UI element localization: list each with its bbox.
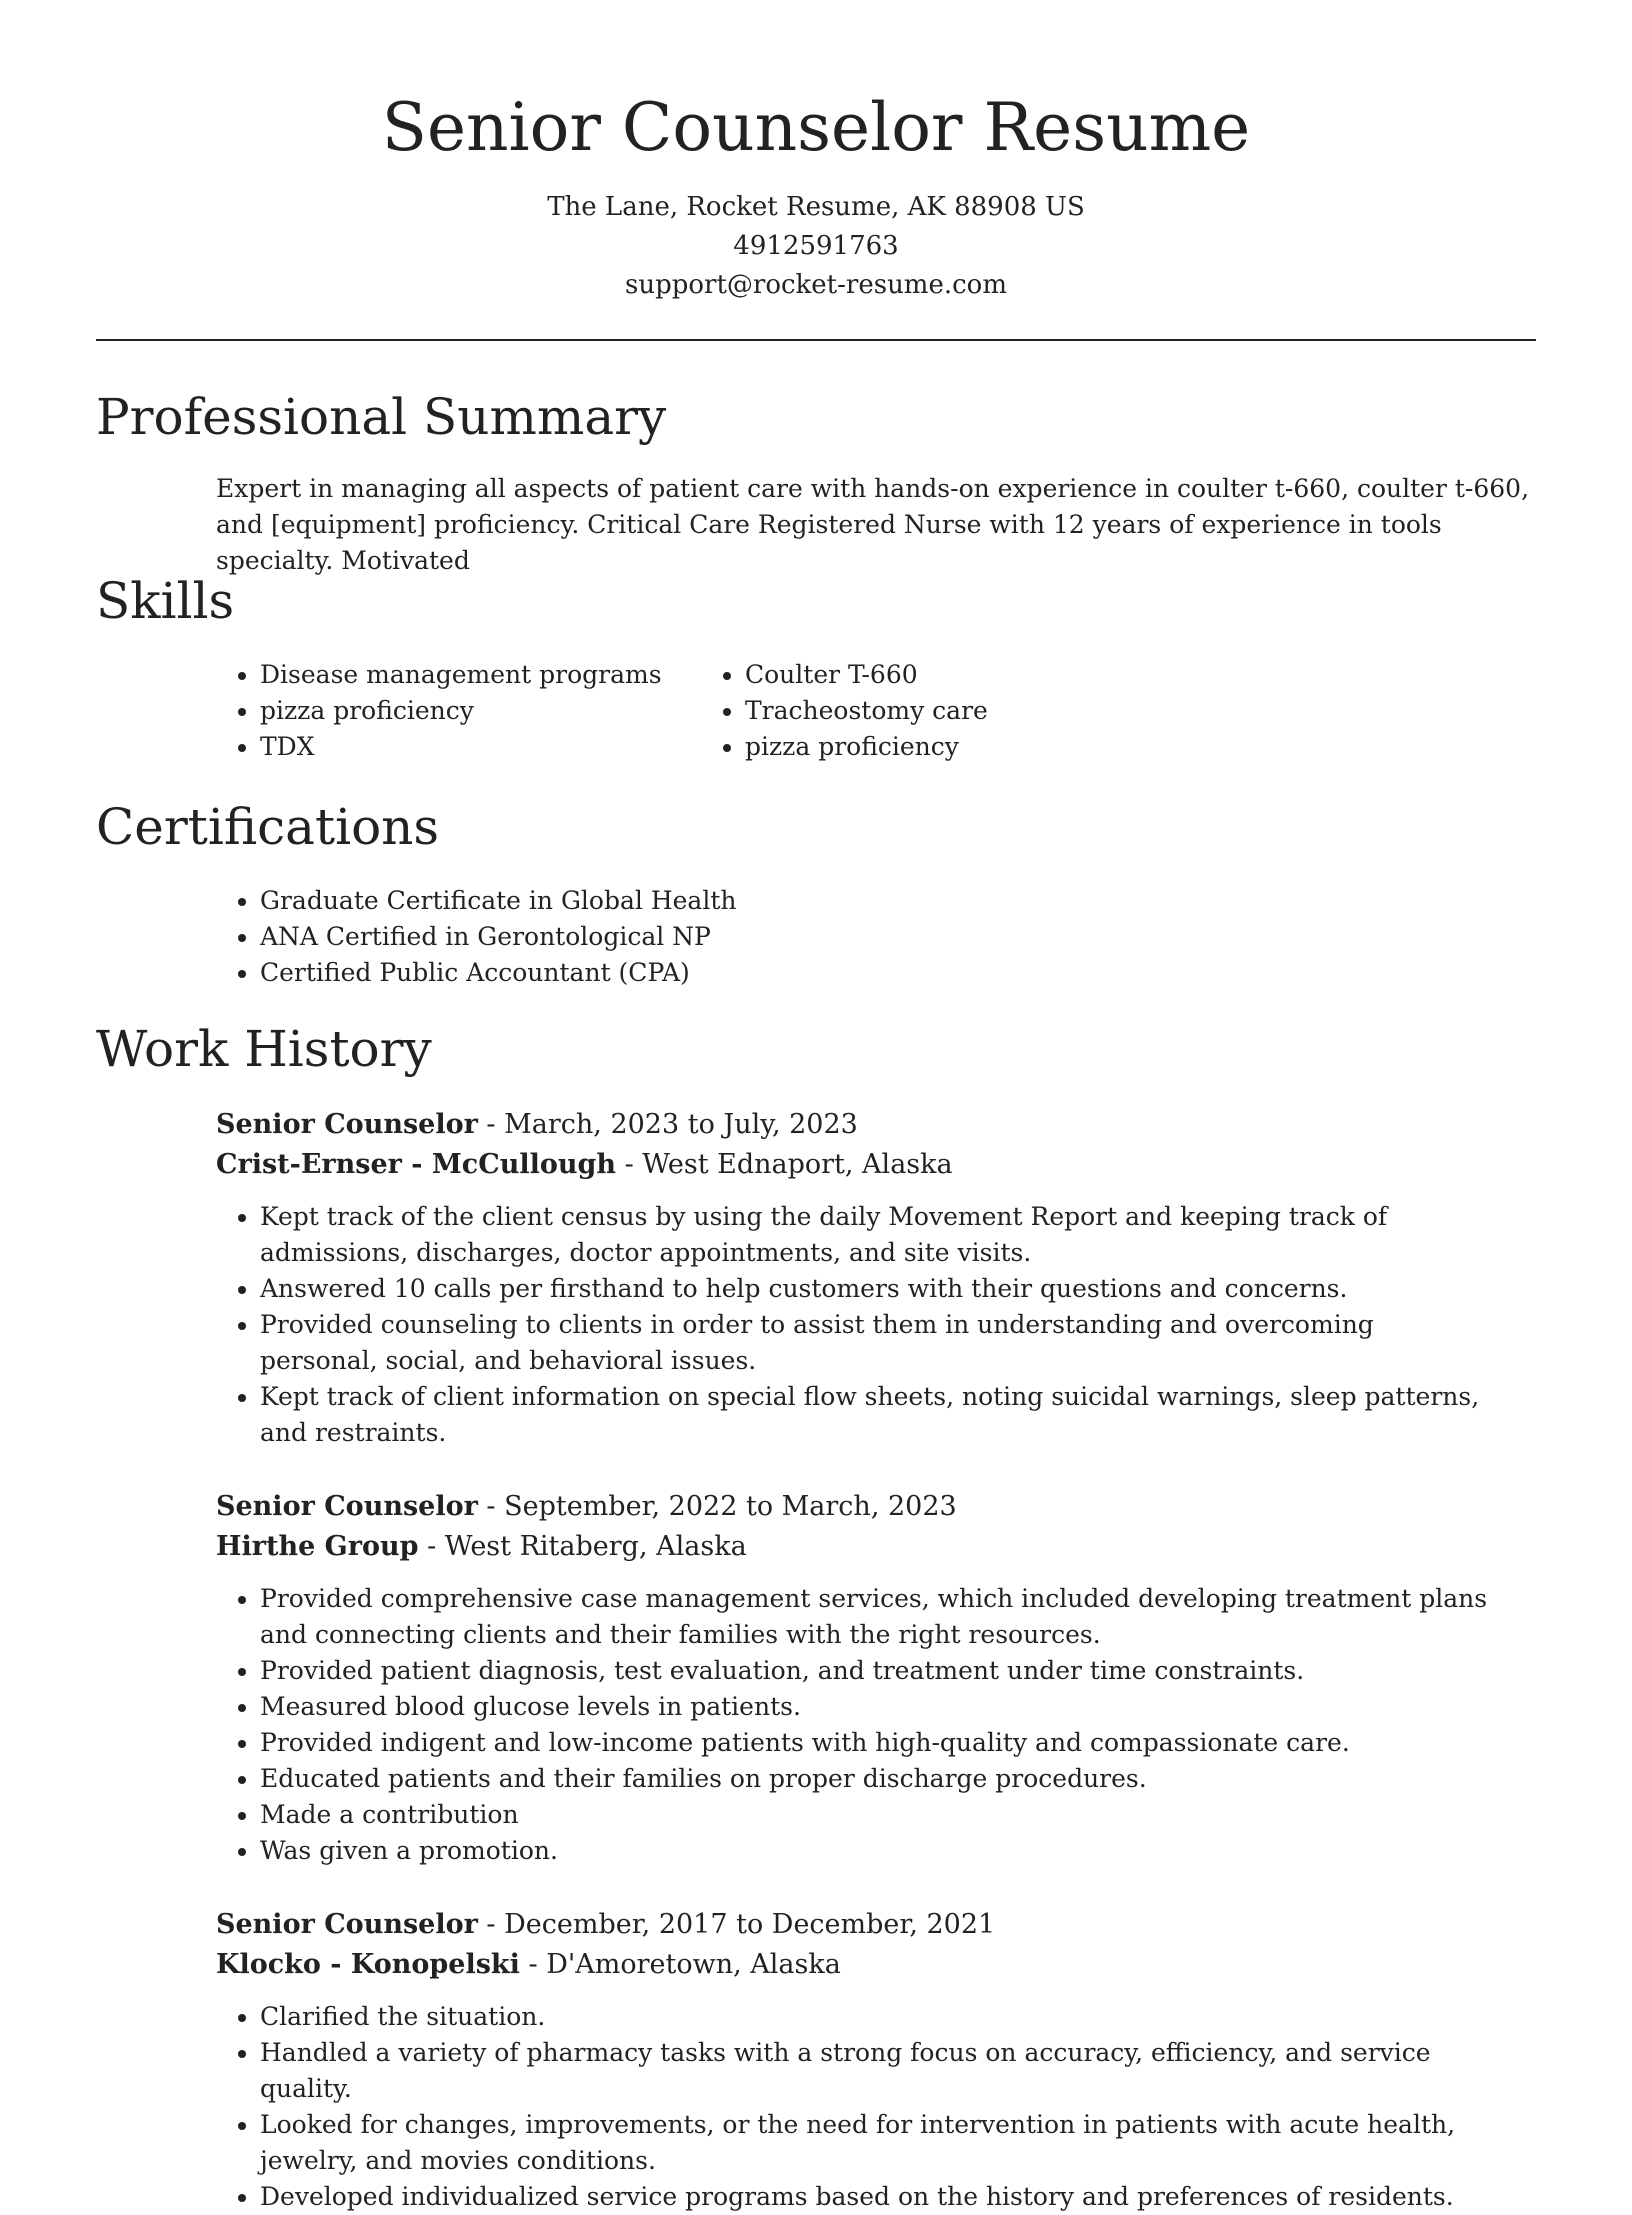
job-bullet: • Provided indigent and low-income patients with high-quality and compassionate care. — [260, 1725, 1496, 1761]
job-bullet: • Developed individualized service programs based on the history and preferences of residents. — [260, 2179, 1496, 2215]
job-dates: - December, 2017 to December, 2021 — [477, 1909, 996, 1940]
certification-item: • ANA Certified in Gerontological NP — [260, 919, 1536, 955]
job-role: Senior Counselor — [216, 1491, 478, 1522]
job-bullet: • Handled a variety of pharmacy tasks with a strong focus on accuracy, efficiency, and service quality. — [260, 2035, 1496, 2107]
certification-item: • Certified Public Accountant (CPA) — [260, 955, 1536, 991]
job-entry — [96, 1487, 1536, 1869]
job-company: Hirthe Group — [216, 1531, 419, 1562]
section-title-summary: Professional Summary — [96, 388, 667, 446]
job-company: Klocko - Konopelski — [216, 1949, 520, 1980]
job-bullet: • Kept track of client information on special flow sheets, noting suicidal warnings, sleep patterns, and restraints. — [260, 1379, 1496, 1451]
skill-item: • pizza proficiency — [260, 693, 745, 729]
job-bullets — [96, 1999, 1536, 2215]
skills-list-right — [745, 657, 1230, 765]
job-bullet: • Provided comprehensive case management services, which included developing treatment plans and connecting clients and their families with the right resources. — [260, 1581, 1496, 1653]
job-bullet: • Was given a promotion. — [260, 1833, 1496, 1869]
section-title-certifications: Certifications — [96, 798, 440, 856]
job-bullet: • Clarified the situation. — [260, 1999, 1496, 2035]
section-skills — [96, 569, 1536, 765]
job-entry — [96, 1105, 1536, 1451]
header-divider — [96, 339, 1536, 341]
job-dates: - September, 2022 to March, 2023 — [477, 1491, 957, 1522]
contact-info — [96, 188, 1536, 305]
skill-item: • Coulter T-660 — [745, 657, 1230, 693]
job-bullets — [96, 1581, 1536, 1869]
job-location: - West Ednaport, Alaska — [616, 1149, 953, 1180]
job-location: - D'Amoretown, Alaska — [519, 1949, 841, 1980]
contact-address: The Lane, Rocket Resume, AK 88908 US — [547, 192, 1085, 222]
job-title-line — [216, 1487, 1536, 1527]
skill-item: • pizza proficiency — [745, 729, 1230, 765]
job-bullet: • Educated patients and their families on proper discharge procedures. — [260, 1761, 1496, 1797]
job-location: - West Ritaberg, Alaska — [418, 1531, 747, 1562]
job-entry — [96, 1905, 1536, 2215]
skills-list-left — [96, 657, 745, 765]
skill-item: • Tracheostomy care — [745, 693, 1230, 729]
job-title-line — [216, 1905, 1536, 1945]
contact-phone: 4912591763 — [733, 231, 899, 261]
job-bullet: • Kept track of the client census by using the daily Movement Report and keeping track of admissions, discharges, doctor appointments, and site visits. — [260, 1199, 1496, 1271]
section-title-work-history: Work History — [96, 1020, 432, 1078]
contact-email: support@rocket-resume.com — [624, 270, 1007, 300]
resume-title: Senior Counselor Resume — [381, 89, 1251, 166]
skill-item: • TDX — [260, 729, 745, 765]
section-title-skills: Skills — [96, 572, 235, 630]
job-bullet: • Provided counseling to clients in order to assist them in understanding and overcoming personal, social, and behavioral issues. — [260, 1307, 1496, 1379]
resume-page — [96, 0, 1536, 2211]
job-title-line — [216, 1105, 1536, 1145]
summary-text: Expert in managing all aspects of patient care with hands-on experience in coulter t-660, coulter t-660, and [equipment] proficiency. Critical Care Registered Nurse with 12 years of experience in tools specialty. Motivated — [216, 474, 1530, 575]
resume-header — [96, 0, 1536, 305]
section-work-history — [96, 1017, 1536, 2215]
job-bullet: • Provided patient diagnosis, test evaluation, and treatment under time constraints. — [260, 1653, 1496, 1689]
job-company-line — [216, 1527, 1536, 1567]
job-company-line — [216, 1145, 1536, 1185]
job-company: Crist-Ernser - McCullough — [216, 1149, 617, 1180]
skill-item: • Disease management programs — [260, 657, 745, 693]
section-certifications — [96, 795, 1536, 991]
job-bullets — [96, 1199, 1536, 1451]
job-bullet: • Measured blood glucose levels in patients. — [260, 1689, 1496, 1725]
job-bullet: • Answered 10 calls per firsthand to help customers with their questions and concerns. — [260, 1271, 1496, 1307]
job-bullet: • Made a contribution — [260, 1797, 1496, 1833]
job-role: Senior Counselor — [216, 1109, 478, 1140]
certification-item: • Graduate Certificate in Global Health — [260, 883, 1536, 919]
job-role: Senior Counselor — [216, 1909, 478, 1940]
certifications-list — [96, 883, 1536, 991]
job-bullet: • Looked for changes, improvements, or the need for intervention in patients with acute health, jewelry, and movies conditions. — [260, 2107, 1496, 2179]
job-dates: - March, 2023 to July, 2023 — [477, 1109, 858, 1140]
section-summary — [96, 385, 1536, 575]
job-company-line — [216, 1945, 1536, 1985]
skills-columns — [96, 657, 1536, 765]
